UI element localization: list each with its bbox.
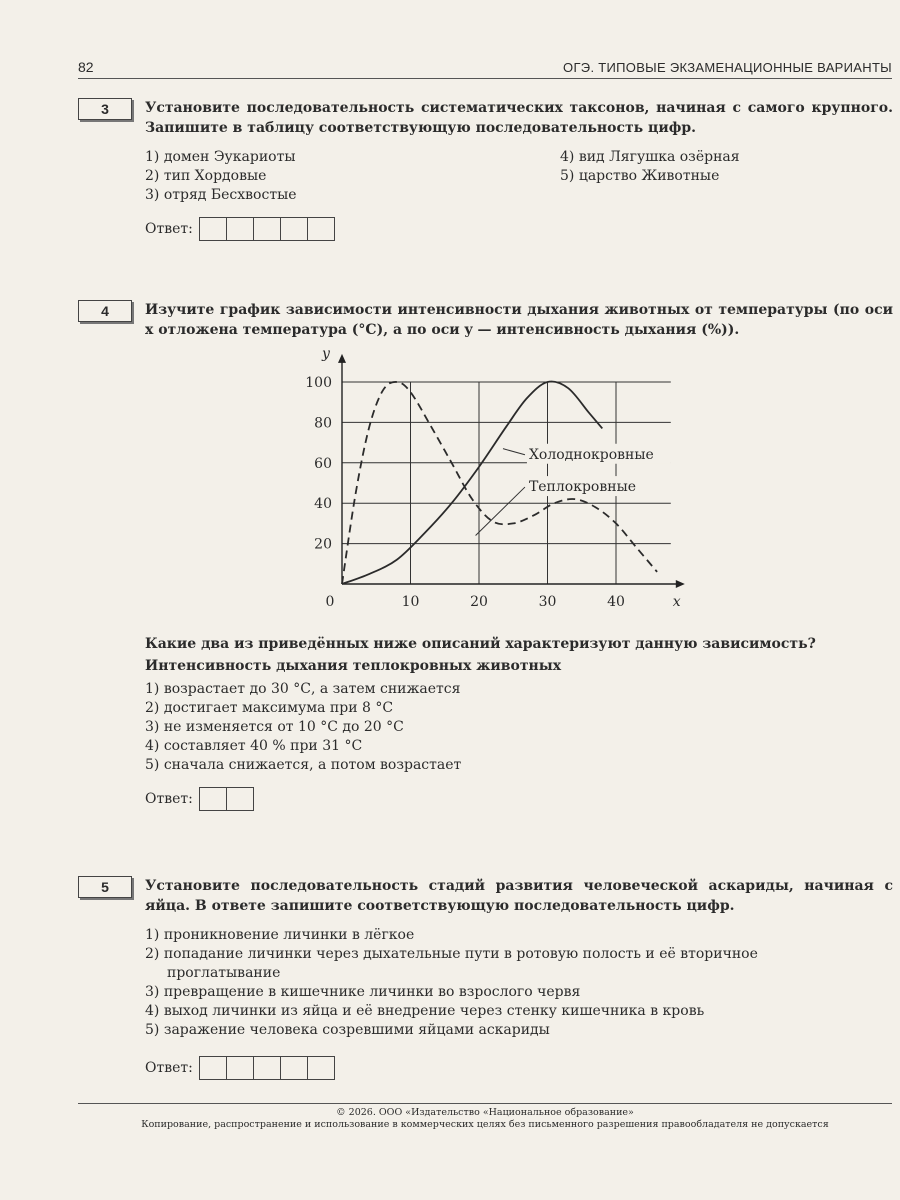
option-2: 2) достигает максимума при 8 °С bbox=[145, 700, 394, 716]
respiration-chart bbox=[280, 338, 700, 613]
question-stem: Интенсивность дыхания теплокровных животных bbox=[145, 658, 562, 674]
option-1: 1) домен Эукариоты bbox=[145, 149, 296, 165]
answer-cell[interactable] bbox=[254, 218, 281, 240]
task-question: Установите последовательность стадий развития человеческой аскариды, начиная с яйца. В ответе запишите соответствующую последовательность цифр. bbox=[145, 878, 893, 914]
option-4: 4) составляет 40 % при 31 °С bbox=[145, 738, 363, 754]
y-tick-label: 80 bbox=[314, 415, 332, 432]
task-question: Изучите график зависимости интенсивности дыхания животных от температуры (по оси x отложена температура (°С), а по оси y — интенсивность дыхания (%)). bbox=[145, 302, 893, 338]
option-5: 5) сначала снижается, а потом возрастает bbox=[145, 757, 462, 773]
book-title: ОГЭ. ТИПОВЫЕ ЭКЗАМЕНАЦИОННЫЕ ВАРИАНТЫ bbox=[563, 60, 892, 75]
x-tick-label: 40 bbox=[607, 594, 625, 610]
option-1: 1) проникновение личинки в лёгкое bbox=[145, 927, 415, 943]
answer-cell[interactable] bbox=[227, 788, 253, 810]
option-3: 3) отряд Бесхвостые bbox=[145, 187, 297, 203]
option-5: 5) царство Животные bbox=[560, 168, 720, 184]
option-5: 5) заражение человека созревшими яйцами аскариды bbox=[145, 1022, 550, 1038]
answer-cell[interactable] bbox=[200, 218, 227, 240]
answer-label: Ответ: bbox=[145, 221, 193, 237]
option-2: 2) попадание личинки через дыхательные пути в ротовую полость и её вторичное bbox=[145, 946, 758, 962]
options-list bbox=[145, 680, 893, 775]
answer-label: Ответ: bbox=[145, 1060, 193, 1076]
option-3: 3) превращение в кишечнике личинки во взрослого червя bbox=[145, 984, 581, 1000]
answer-cell[interactable] bbox=[281, 218, 308, 240]
y-tick-label: 100 bbox=[305, 375, 332, 391]
answer-cell[interactable] bbox=[254, 1057, 281, 1079]
y-tick-label: 20 bbox=[314, 536, 332, 553]
task-body bbox=[145, 300, 893, 340]
answer-cell[interactable] bbox=[308, 218, 334, 240]
x-axis-label: x bbox=[672, 594, 681, 610]
option-4: 4) вид Лягушка озёрная bbox=[560, 149, 740, 165]
annotation-warm-blooded: Теплокровные bbox=[528, 479, 637, 496]
answer-cell[interactable] bbox=[227, 218, 254, 240]
y-axis-label: y bbox=[322, 345, 330, 362]
option-2-continued: проглатывание bbox=[167, 965, 281, 981]
x-tick-label: 0 bbox=[325, 594, 335, 610]
page-number: 82 bbox=[78, 59, 94, 75]
copyright-line: © 2026. ООО «Издательство «Национальное образование» bbox=[336, 1107, 634, 1118]
answer-cell[interactable] bbox=[200, 1057, 227, 1079]
answer-cell[interactable] bbox=[281, 1057, 308, 1079]
chart-annotations bbox=[476, 444, 671, 536]
answer-cell[interactable] bbox=[308, 1057, 334, 1079]
answer-cells bbox=[199, 1056, 335, 1080]
page-header bbox=[78, 56, 892, 79]
x-tick-label: 10 bbox=[401, 594, 420, 610]
x-tick-label: 20 bbox=[470, 594, 488, 610]
page-footer bbox=[78, 1103, 892, 1131]
y-tick-label: 60 bbox=[314, 455, 332, 472]
task-body bbox=[145, 876, 893, 1080]
answer-cell[interactable] bbox=[200, 788, 227, 810]
answer-label: Ответ: bbox=[145, 791, 193, 807]
x-axis-arrow bbox=[676, 580, 685, 588]
answer-row bbox=[145, 787, 893, 811]
annotation-cold-blooded: Холоднокровные bbox=[528, 446, 654, 463]
answer-cell[interactable] bbox=[227, 1057, 254, 1079]
copyright-notice: Копирование, распространение и использование в коммерческих целях без письменного разрешения правообладателя не допускается bbox=[141, 1119, 829, 1130]
chart-axes bbox=[338, 354, 685, 588]
answer-row bbox=[145, 1056, 893, 1080]
task-body bbox=[145, 634, 893, 811]
task-number: 3 bbox=[78, 98, 132, 120]
annotation-leader-line bbox=[503, 449, 525, 455]
option-4: 4) выход личинки из яйца и её внедрение через стенку кишечника в кровь bbox=[145, 1003, 705, 1019]
y-tick-label: 40 bbox=[314, 496, 332, 513]
task-question: Установите последовательность систематических таксонов, начиная с самого крупного. Запишите в таблицу соответствующую последовательность цифр. bbox=[145, 100, 893, 136]
options-list bbox=[145, 926, 893, 1040]
options-list bbox=[145, 148, 893, 205]
task-number: 4 bbox=[78, 300, 132, 322]
x-tick-label: 30 bbox=[538, 594, 557, 610]
task-body bbox=[145, 98, 893, 241]
annotation-leader-line bbox=[476, 487, 525, 535]
options-column-left bbox=[145, 148, 560, 205]
y-axis-arrow bbox=[338, 354, 346, 363]
answer-cells bbox=[199, 217, 335, 241]
option-3: 3) не изменяется от 10 °С до 20 °С bbox=[145, 719, 404, 735]
answer-row bbox=[145, 217, 893, 241]
answer-cells bbox=[199, 787, 254, 811]
sub-question: Какие два из приведённых ниже описаний характеризуют данную зависимость? bbox=[145, 636, 816, 652]
option-1: 1) возрастает до 30 °С, а затем снижается bbox=[145, 681, 461, 697]
options-column-right bbox=[560, 148, 890, 205]
task-number: 5 bbox=[78, 876, 132, 898]
option-2: 2) тип Хордовые bbox=[145, 168, 267, 184]
